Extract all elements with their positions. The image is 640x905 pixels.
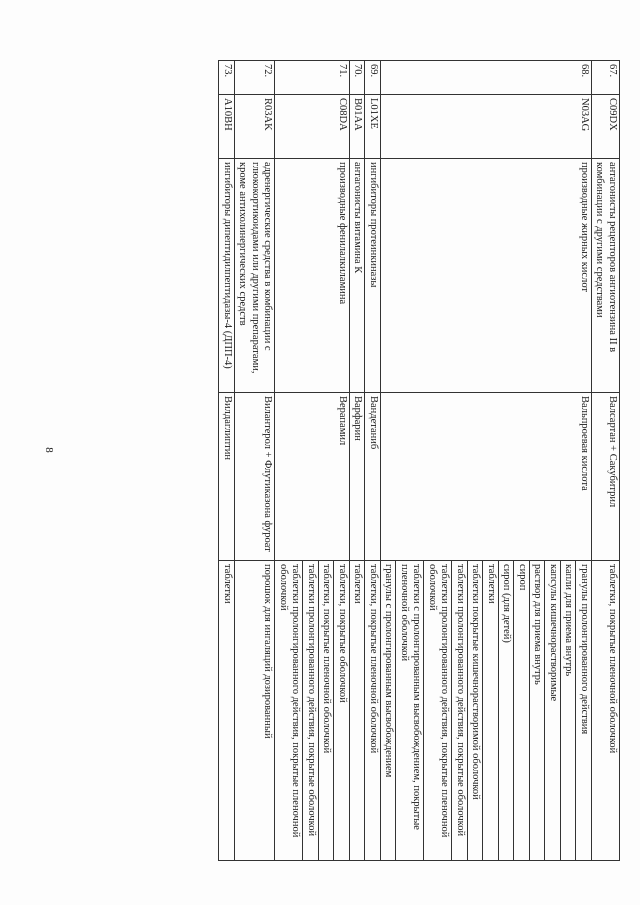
pharm-group: производные фенилалкиламина — [275, 159, 350, 393]
dosage-form: таблетки с пролонгированным высвобождением, покрытые пленочной оболочкой — [396, 561, 424, 860]
dosage-forms — [219, 561, 235, 861]
table-row — [275, 61, 350, 861]
dosage-form: таблетки пролонгированного действия, покрытые пленочной оболочкой — [278, 564, 302, 838]
pharm-group: производные жирных кислот — [381, 159, 592, 393]
dosage-forms — [235, 561, 276, 861]
dosage-form: таблетки, покрытые оболочкой — [334, 561, 350, 860]
pharm-group: ингибиторы протеинкиназы — [365, 159, 381, 393]
drug-name: Вилантерол + Флутиказона фуроат — [235, 393, 276, 561]
dosage-forms — [592, 561, 620, 861]
atc-code: B01AA — [350, 95, 366, 159]
pharm-group: антагонисты витамина К — [350, 159, 366, 393]
atc-code: C08DA — [275, 95, 350, 159]
drug-name: Вальпроевая кислота — [381, 393, 592, 561]
atc-code: A10BH — [219, 95, 235, 159]
table-row — [235, 61, 276, 861]
row-number: 68. — [381, 61, 592, 95]
dosage-form: порошок для ингаляций дозированный — [262, 564, 274, 739]
table-row — [219, 61, 235, 861]
dosage-form: таблетки, покрытые пленочной оболочкой — [318, 561, 334, 860]
dosage-forms — [350, 561, 366, 861]
dosage-forms — [365, 561, 381, 861]
atc-code: N03AG — [381, 95, 592, 159]
row-number: 67. — [592, 61, 620, 95]
atc-code: L01XE — [365, 95, 381, 159]
drug-name: Вандетаниб — [365, 393, 381, 561]
row-number: 73. — [219, 61, 235, 95]
dosage-form: гранулы с пролонгированным высвобождением — [383, 564, 395, 778]
dosage-form: сироп — [514, 561, 530, 860]
dosage-form: сироп (для детей) — [498, 561, 514, 860]
dosage-form: таблетки — [222, 564, 233, 604]
table-row — [350, 61, 366, 861]
row-number: 71. — [275, 61, 350, 95]
pharm-group: ингибиторы дипептидилпептидазы-4 (ДПП-4) — [219, 159, 235, 393]
dosage-form: таблетки, покрытые пленочной оболочкой — [607, 564, 618, 754]
table-row — [381, 61, 592, 861]
dosage-form: капли для приема внутрь — [560, 561, 576, 860]
dosage-form: таблетки, покрытые пленочной оболочкой — [368, 564, 379, 754]
dosage-form: таблетки покрытые кишечнорастворимой оболочкой — [467, 561, 483, 860]
row-number: 72. — [235, 61, 276, 95]
atc-code: C09DX — [592, 95, 620, 159]
dosage-form: таблетки пролонгированного действия, покрытые оболочкой — [303, 561, 319, 860]
dosage-form: капсулы кишечнорастворимые — [545, 561, 561, 860]
drug-name: Верапамил — [275, 393, 350, 561]
dosage-form: таблетки пролонгированного действия, покрытые пленочной оболочкой — [424, 561, 452, 860]
dosage-forms — [381, 561, 592, 861]
dosage-form: таблетки пролонгированного действия, покрытые оболочкой — [452, 561, 468, 860]
rotated-table-container — [100, 60, 620, 860]
page-number: 8 — [42, 447, 55, 453]
drug-table — [219, 60, 621, 861]
dosage-form: гранулы пролонгированного действия — [576, 561, 592, 860]
atc-code: R03AK — [235, 95, 276, 159]
dosage-form: таблетки — [483, 561, 499, 860]
pharm-group: адренергические средства в комбинации с глюкокортикоидами или другими препаратами, кроме антихолинергических средств — [235, 159, 276, 393]
drug-name: Варфарин — [350, 393, 366, 561]
dosage-form: таблетки — [352, 564, 364, 604]
drug-name: Валсартан + Сакубитрил — [592, 393, 620, 561]
table-row — [592, 61, 620, 861]
dosage-form: раствор для приема внутрь — [529, 561, 545, 860]
row-number: 69. — [365, 61, 381, 95]
dosage-forms — [275, 561, 350, 861]
row-number: 70. — [350, 61, 366, 95]
drug-name: Вилдаглиптин — [219, 393, 235, 561]
pharm-group: антагонисты рецепторов ангиотензина II в комбинации с другими средствами — [592, 159, 620, 393]
table-row — [365, 61, 381, 861]
